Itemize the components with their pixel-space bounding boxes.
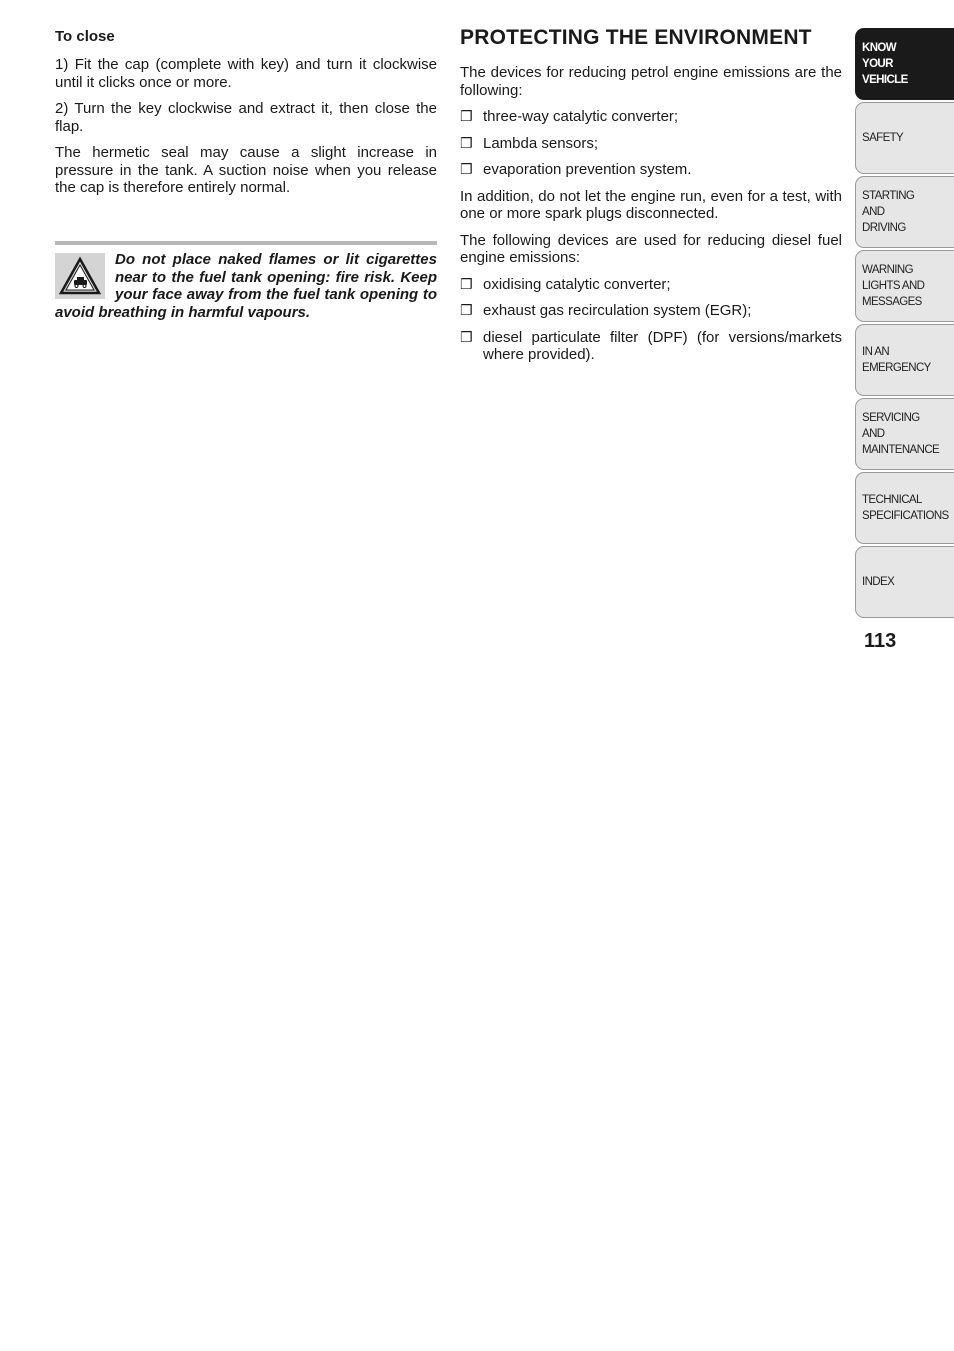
list-item: ❒ evaporation prevention system.	[460, 161, 692, 178]
checkbox-bullet-icon: ❒	[460, 108, 473, 124]
chapter-tabs	[855, 28, 954, 620]
tab-warning-lights-and-messages[interactable]: WARNING LIGHTS AND MESSAGES	[855, 250, 954, 322]
diesel-intro-paragraph: The following devices are used for reducing diesel fuel engine emissions:	[460, 231, 842, 266]
list-item: ❒ Lambda sensors;	[460, 134, 599, 152]
tab-starting-and-driving[interactable]: STARTING AND DRIVING	[855, 176, 954, 248]
page-number: 113	[864, 630, 897, 652]
list-item: ❒ diesel particulate filter (DPF) (for versions/markets where provided).	[460, 328, 842, 363]
warning-box	[55, 241, 437, 321]
paragraph: The hermetic seal may cause a slight increase in pressure in the tank. A suction noise when you release the cap is therefore entirely normal.	[55, 144, 437, 196]
tab-safety[interactable]: SAFETY	[855, 102, 954, 174]
petrol-devices-list	[460, 108, 842, 179]
subheading-to-close: To close	[55, 28, 115, 45]
checkbox-bullet-icon: ❒	[460, 275, 473, 292]
list-item: ❒ three-way catalytic converter;	[460, 108, 679, 125]
checkbox-bullet-icon: ❒	[460, 161, 473, 177]
warning-triangle-icon	[55, 253, 105, 299]
section-title: PROTECTING THE ENVIRONMENT	[460, 26, 812, 49]
checkbox-bullet-icon: ❒	[460, 328, 473, 345]
intro-paragraph: The devices for reducing petrol engine emissions are the following:	[460, 64, 842, 99]
tab-technical-specifications[interactable]: TECHNICAL SPECIFICATIONS	[855, 472, 954, 544]
right-column	[460, 26, 842, 373]
left-column	[55, 26, 437, 206]
checkbox-bullet-icon: ❒	[460, 302, 473, 318]
tab-know-your-vehicle[interactable]: KNOW YOUR VEHICLE	[855, 28, 954, 100]
checkbox-bullet-icon: ❒	[460, 134, 473, 151]
tab-index[interactable]: INDEX	[855, 546, 954, 618]
warning-text: Do not place naked flames or lit cigarettes near to the fuel tank opening: fire risk. Keep your face away from the fuel tank opening to avoid breathing in harmful vapours.	[55, 251, 437, 321]
note-paragraph: In addition, do not let the engine run, even for a test, with one or more spark plugs disconnected.	[460, 187, 842, 222]
diesel-devices-list	[460, 276, 842, 364]
tab-in-an-emergency[interactable]: IN AN EMERGENCY	[855, 324, 954, 396]
list-item: ❒ exhaust gas recirculation system (EGR);	[460, 302, 752, 319]
paragraph: 1) Fit the cap (complete with key) and turn it clockwise until it clicks once or more.	[55, 56, 437, 91]
paragraph: 2) Turn the key clockwise and extract it, then close the flap.	[55, 100, 437, 135]
tab-servicing-and-maintenance[interactable]: SERVICING AND MAINTENANCE	[855, 398, 954, 470]
list-item: ❒ oxidising catalytic converter;	[460, 275, 671, 293]
